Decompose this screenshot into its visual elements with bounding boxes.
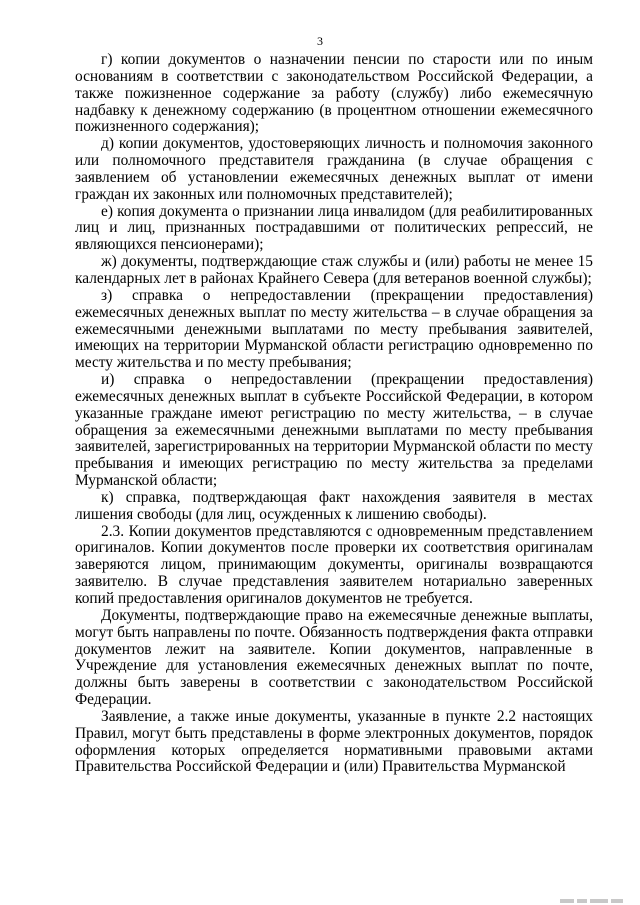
paragraph-k: к) справка, подтверждающая факт нахождения заявителя в местах лишения свободы (для лиц, осужденных к лишению свободы). — [75, 488, 593, 523]
paragraph-postal-documents: Документы, подтверждающие право на ежемесячные денежные выплаты, могут быть направлены по почте. Обязанность подтверждения факта отправки документов лежит на заявителе. Копии документов, направленные в Учреждение для установления ежемесячных денежных выплат по почте, должны быть заверены в соответствии с законодательством Российской Федерации. — [75, 606, 593, 709]
paragraph-zh: ж) документы, подтверждающие стаж службы и (или) работы не менее 15 календарных лет в районах Крайнего Севера (для ветеранов военной службы); — [75, 253, 593, 287]
paragraph-i: и) справка о непредоставлении (прекращении предоставления) ежемесячных денежных выплат в субъекте Российской Федерации, в котором указанные граждане имеют регистрацию по месту жительства, – в случае обращения за ежемесячными денежными выплатами по месту пребывания заявителей, зарегистрированных на территории Мурманской области по месту пребывания и имеющих регистрацию по месту жительства за пределами Мурманской области; — [75, 371, 593, 490]
paragraph-d: д) копии документов, удостоверяющих личность и полномочия законного или полномочного представителя гражданина (в случае обращения с заявлением об установлении ежемесячных денежных выплат от имени граждан их законных или полномочных представителей); — [75, 135, 593, 203]
paragraph-electronic-documents: Заявление, а также иные документы, указанные в пункте 2.2 настоящих Правил, могут быть представлены в форме электронных документов, порядок оформления которых определяется нормативными правовыми актами Правительства Российской Федерации и (или) Правительства Мурманской — [75, 707, 593, 776]
paragraph-z: з) справка о непредоставлении (прекращении предоставления) ежемесячных денежных выплат по месту жительства – в случае обращения за ежемесячными денежными выплатами по месту пребывания заявителей, имеющих на территории Мурманской области регистрацию одновременно по месту жительства и по месту пребывания; — [75, 286, 593, 372]
scan-artifact — [560, 893, 630, 903]
document-body — [75, 52, 593, 776]
paragraph-g: г) копии документов о назначении пенсии по старости или по иным основаниям в соответствии с законодательством Российской Федерации, а также пожизненное содержание за работу (службу) либо ежемесячную надбавку к денежному содержанию (в процентном отношении ежемесячного пожизненного содержания); — [75, 51, 593, 136]
paragraph-e: е) копия документа о признании лица инвалидом (для реабилитированных лиц и лиц, признанных пострадавшими от политических репрессий, не являющихся пенсионерами); — [75, 202, 593, 254]
page-number: 3 — [317, 34, 323, 48]
paragraph-2-3: 2.3. Копии документов представляются с одновременным представлением оригиналов. Копии документов после проверки их соответствия оригиналам заверяются лицом, принимающим документы, оригиналы возвращаются заявителю. В случае представления заявителем нотариально заверенных копий предоставления оригиналов документов не требуется. — [75, 522, 593, 607]
